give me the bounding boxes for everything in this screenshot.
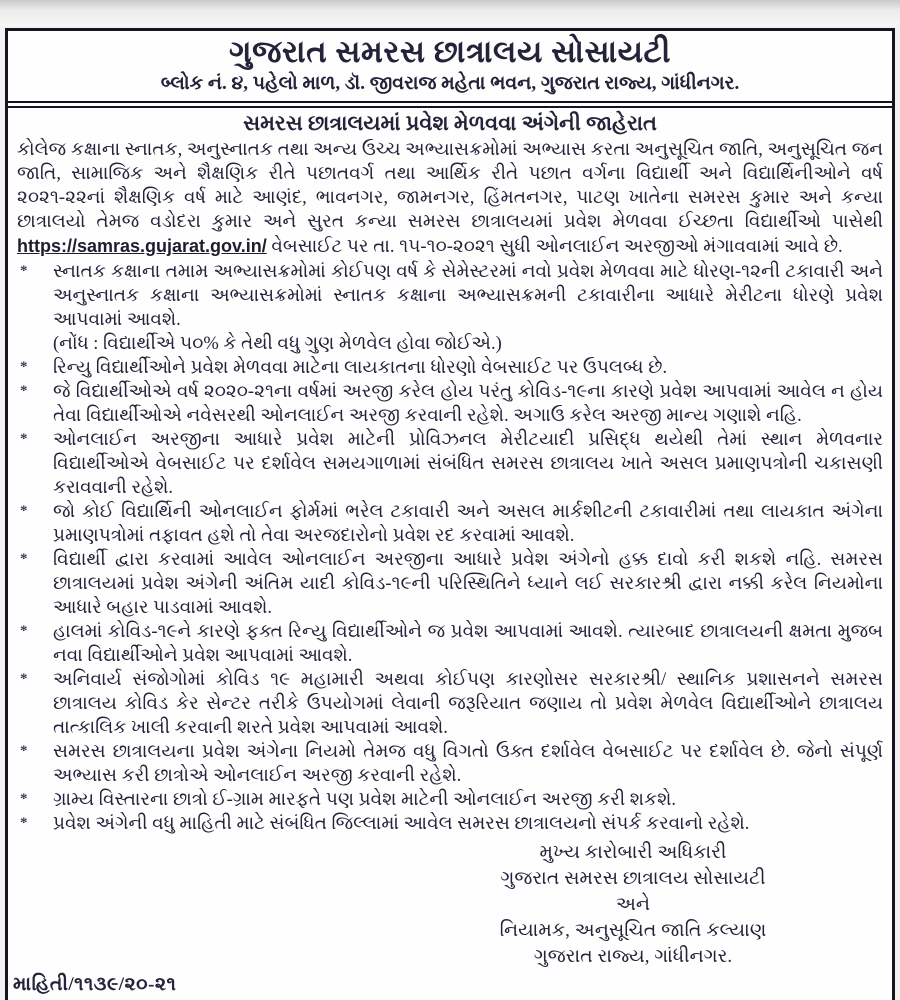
bullet-marker: * [20, 358, 28, 375]
website-link[interactable]: https://samras.gujarat.gov.in/ [17, 235, 267, 256]
bullet-marker: * [20, 670, 28, 687]
list-item [17, 428, 883, 500]
notice-subtitle: સમરસ છાત્રાલયમાં પ્રવેશ મેળવવા અંગેની જાહેરાત [243, 111, 657, 136]
bullet-text: રિન્યુ વિદ્યાર્થીઓને પ્રવેશ મેળવવા માટેના લાયકાતના ધોરણો વેબસાઈટ પર ઉપલબ્ધ છે. [53, 357, 668, 378]
bullet-marker: * [20, 790, 28, 807]
org-title: ગુજરાત સમરસ છાત્રાલય સોસાયટી [229, 34, 671, 69]
intro-text-before: કોલેજ કક્ષાના સ્નાતક, અનુસ્નાતક તથા અન્ય ઉચ્ચ અભ્યાસક્રમોમાં અભ્યાસ કરતા અનુસૂચિત જાતિ, અનુસૂચિત જન જાતિ, સામાજિક અને શૈક્ષણિક રીતે પછાતવર્ગ તથા આર્થિક રીતે પછાત વર્ગના વિદ્યાર્થી અને વિદ્યાર્થિનીઓને વર્ષ ૨૦૨૧-૨૨નાં શૈક્ષણિક વર્ષ માટે આણંદ, ભાવનગર, જામનગર, હિંમતનગર, પાટણ ખાતેના સમરસ કુમાર અને કન્યા છાત્રાલયો તેમજ વડોદરા કુમાર અને સુરત કન્યા સમરસ છાત્રાલયમાં પ્રવેશ મેળવવા ઈચ્છતા વિદ્યાર્થીઓ પાસેથી [17, 139, 883, 232]
list-item [17, 500, 883, 548]
bullet-text: વિદ્યાર્થી દ્વારા કરવામાં આવેલ ઓનલાઈન અરજીના આધારે પ્રવેશ અંગેનો હક્ક દાવો કરી શકશે નહિ. સમરસ છાત્રાલયમાં પ્રવેશ અંગેની અંતિમ યાદી કોવિડ-૧૯ની પરિસ્થિતિને ધ્યાને લઈ સરકારશ્રી દ્વારા નક્કી કરેલ નિયમોના આધારે બહાર પાડવામાં આવશે. [53, 549, 883, 618]
notice-body [8, 138, 892, 970]
bullet-marker: * [20, 622, 28, 639]
bullet-marker: * [20, 430, 28, 447]
list-item [17, 620, 883, 668]
bullet-text: પ્રવેશ અંગેની વધુ માહિતી માટે સંબંધિત જિલ્લામાં આવેલ સમરસ છાત્રાલયનો સંપર્ક કરવાનો રહેશે. [53, 813, 750, 834]
signature-block [423, 840, 843, 970]
bullet-note: (નોંધ : વિદ્યાર્થીએ ૫૦% કે તેથી વધુ ગુણ મેળવેલ હોવા જોઈએ.) [53, 333, 502, 354]
scan-top-margin [0, 0, 900, 26]
list-item [17, 668, 883, 740]
bullet-text: ગ્રામ્ય વિસ્તારના છાત્રો ઈ-ગ્રામ મારફતે પણ પ્રવેશ માટેની ઓનલાઈન અરજી કરી શકશે. [53, 789, 676, 810]
list-item [17, 788, 883, 812]
bullet-text: અનિવાર્ય સંજોગોમાં કોવિડ ૧૯ મહામારી અથવા કોઈપણ કારણોસર સરકારશ્રી/ સ્થાનિક પ્રશાસનને સમરસ છાત્રાલય કોવિડ કેર સેન્ટર તરીકે ઉપયોગમાં લેવાની જરૂરિયાત જણાય તો પ્રવેશ મેળવેલ વિદ્યાર્થીઓને છાત્રાલય તાત્કાલિક ખાલી કરવાની શરતે પ્રવેશ આપવામાં આવશે. [53, 669, 883, 738]
list-item [17, 356, 883, 380]
signoff-line: નિયામક, અનુસૂચિત જાતિ કલ્યાણ [499, 919, 767, 941]
bullet-marker: * [20, 742, 28, 759]
signoff-line: મુખ્ય કારોબારી અધિકારી [539, 841, 727, 863]
bullet-text: જે વિદ્યાર્થીઓએ વર્ષ ૨૦૨૦-૨૧ના વર્ષમાં અરજી કરેલ હોય પરંતુ કોવિડ-૧૯ના કારણે પ્રવેશ આપવામાં આવેલ ન હોય તેવા વિદ્યાર્થીઓએ નવેસરથી ઓનલાઈન અરજી કરવાની રહેશે. અગાઉ કરેલ અરજી માન્ય ગણાશે નહિ. [53, 381, 883, 426]
bullet-marker: * [20, 382, 28, 399]
bullet-marker: * [20, 262, 28, 279]
signoff-line: અને [615, 893, 651, 915]
list-item [17, 380, 883, 428]
bullet-text: જો કોઈ વિદ્યાર્થિની ઓનલાઈન ફોર્મમાં ભરેલ ટકાવારી અને અસલ માર્કશીટની ટકાવારીમાં તથા લાયકાત અંગેના પ્રમાણપત્રોમાં તફાવત હશે તો તેવા અરજદારોનો પ્રવેશ રદ કરવામાં આવશે. [53, 501, 883, 546]
list-item [17, 548, 883, 620]
signoff-line: ગુજરાત સમરસ છાત્રાલય સોસાયટી [500, 867, 766, 889]
intro-paragraph [17, 138, 883, 259]
reference-number: માહિતી/૧૧૩૯/૨૦-૨૧ [13, 974, 177, 995]
header-divider [8, 101, 892, 108]
bullet-marker: * [20, 502, 28, 519]
signoff-line: ગુજરાત રાજ્ય, ગાંધીનગર. [533, 945, 733, 967]
intro-text-after: વેબસાઈટ પર તા. ૧૫-૧૦-૨૦૨૧ સુધી ઓનલાઈન અરજીઓ મંગાવવામાં આવે છે. [266, 236, 843, 257]
list-item [17, 260, 883, 356]
bullet-text: હાલમાં કોવિડ-૧૯ને કારણે ફક્ત રિન્યુ વિદ્યાર્થીઓને જ પ્રવેશ આપવામાં આવશે. ત્યારબાદ છાત્રાલયની ક્ષમતા મુજબ નવા વિદ્યાર્થીઓને પ્રવેશ આપવામાં આવશે. [53, 621, 883, 666]
bullet-marker: * [20, 814, 28, 831]
bullet-text: સમરસ છાત્રાલયના પ્રવેશ અંગેના નિયમો તેમજ વધુ વિગતો ઉક્ત દર્શાવેલ વેબસાઈટ પર દર્શાવેલ છે. જેનો સંપૂર્ણ અભ્યાસ કરી છાત્રોએ ઓનલાઈન અરજી કરવાની રહેશે. [53, 741, 883, 786]
document-header [8, 31, 892, 97]
bullet-marker: * [20, 550, 28, 567]
bullet-text: ઓનલાઈન અરજીના આધારે પ્રવેશ માટેની પ્રોવિઝનલ મેરીટયાદી પ્રસિદ્ધ થયેથી તેમાં સ્થાન મેળવનાર વિદ્યાર્થીઓએ વેબસાઈટ પર દર્શાવેલ સમયગાળામાં સંબંધિત સમરસ છાત્રાલય ખાતે અસલ પ્રમાણપત્રોની ચકાસણી કરાવવાની રહેશે. [53, 429, 883, 498]
bullet-text: સ્નાતક કક્ષાના તમામ અભ્યાસક્રમોમાં કોઈપણ વર્ષ કે સેમેસ્ટરમાં નવો પ્રવેશ મેળવવા માટે ધોરણ-૧૨ની ટકાવારી અને અનુસ્નાતક કક્ષાના અભ્યાસક્રમોમાં સ્નાતક કક્ષાના અભ્યાસક્રમની ટકાવારીના આધારે મેરીટના ધોરણે પ્રવેશ આપવામાં આવશે. [53, 261, 883, 330]
list-item [17, 812, 883, 836]
list-item [17, 740, 883, 788]
org-address: બ્લોક નં. ૪, પહેલો માળ, ડૉ. જીવરાજ મહેતા ભવન, ગુજરાત રાજ્ય, ગાંધીનગર. [160, 72, 740, 94]
notice-document [5, 28, 895, 1000]
